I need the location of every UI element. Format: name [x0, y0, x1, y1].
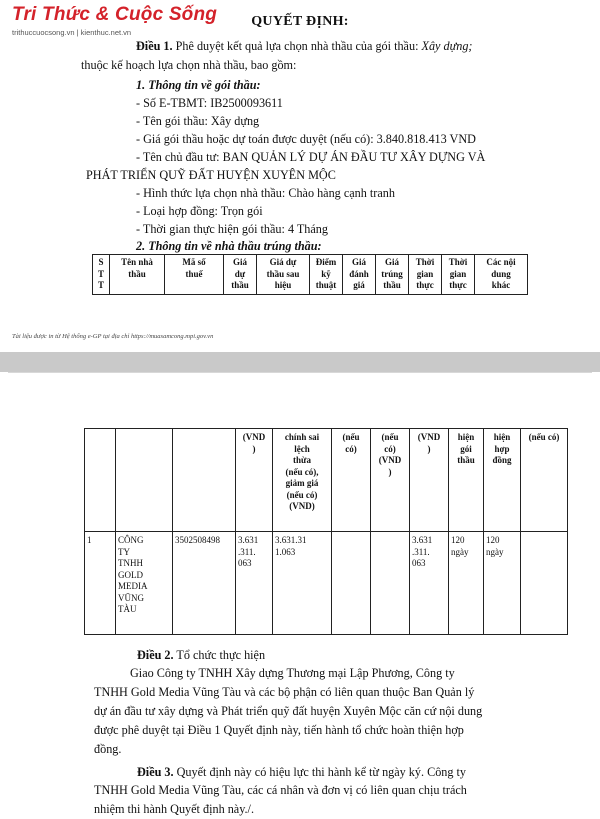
- table-cell-0: 1: [85, 532, 116, 635]
- item-e-tbmt: - Số E-TBMT: IB2500093611: [136, 96, 283, 110]
- dieu2-para-l3: dự án đầu tư xây dựng và Phát triển quỹ đất huyện Xuyên Mộc căn cứ nội dung: [94, 704, 483, 718]
- header-cell-0: [85, 429, 116, 532]
- header-cell-3: (VND ): [236, 429, 273, 532]
- dieu3-para-l3: nhiệm thi hành Quyết định này./.: [94, 802, 254, 816]
- table-cell-2: 3502508498: [173, 532, 236, 635]
- dieu1-package: Xây dựng;: [421, 39, 473, 53]
- table-cell-4: 3.631.31 1.063: [273, 532, 332, 635]
- dieu3-label: Điều 3.: [137, 765, 174, 779]
- dieu2-line: [137, 647, 265, 663]
- header-cell-9: Thời gian thực: [442, 255, 475, 295]
- header-cell-4: Giá dự thầu sau hiệu: [257, 255, 310, 295]
- dieu1-line2: thuộc kế hoạch lựa chọn nhà thầu, bao gồm:: [81, 58, 297, 72]
- dieu2-text: Tổ chức thực hiện: [173, 648, 266, 662]
- header-cell-8: hiện gói thầu: [449, 429, 484, 532]
- header-cell-5: Điểm kỹ thuật: [310, 255, 343, 295]
- header-cell-7: Giá trúng thầu: [376, 255, 409, 295]
- dieu3-line: [137, 764, 466, 780]
- header-cell-2: [173, 429, 236, 532]
- table-cell-7: 3.631 .311. 063: [410, 532, 449, 635]
- dieu3-para-l2: TNHH Gold Media Vũng Tàu, các cá nhân và đơn vị có liên quan chịu trách: [94, 783, 467, 797]
- table-cell-5: [332, 532, 371, 635]
- footer-note: Tài liệu được in từ Hệ thống e-GP tại địa chỉ https://muasamcong.mpi.gov.vn: [12, 333, 214, 340]
- table-header-row: [93, 255, 528, 295]
- dieu2-para-l5: đồng.: [94, 742, 122, 756]
- table-row: [85, 532, 568, 635]
- header-cell-3: Giá dự thầu: [224, 255, 257, 295]
- header-cell-9: hiện hợp đồng: [484, 429, 521, 532]
- bid-table-continued: [84, 428, 568, 635]
- dieu2-para-l2: TNHH Gold Media Vũng Tàu và các bộ phận có liên quan thuộc Ban Quản lý: [94, 685, 475, 699]
- header-cell-8: Thời gian thực: [409, 255, 442, 295]
- table-cell-3: 3.631 .311. 063: [236, 532, 273, 635]
- header-cell-10: Các nội dung khác: [475, 255, 528, 295]
- table-cell-1: CÔNG TY TNHH GOLD MEDIA VŨNG TÀU: [116, 532, 173, 635]
- section1-heading: 1. Thông tin về gói thầu:: [136, 78, 261, 92]
- header-cell-1: [116, 429, 173, 532]
- table-header-row-continued: [85, 429, 568, 532]
- logo-url: trithuccuocsong.vn | kienthuc.net.vn: [12, 28, 132, 37]
- header-cell-5: (nếu có): [332, 429, 371, 532]
- header-cell-0: S T T: [93, 255, 110, 295]
- table-cell-10: [521, 532, 568, 635]
- dieu2-para-l4: được phê duyệt tại Điều 1 Quyết định này, tiến hành tổ chức hoàn thiện hợp: [94, 723, 464, 737]
- section2-heading: 2. Thông tin về nhà thầu trúng thầu:: [136, 239, 322, 253]
- page-title: QUYẾT ĐỊNH:: [251, 14, 349, 29]
- header-cell-10: (nếu có): [521, 429, 568, 532]
- header-cell-6: (nếu có) (VND ): [371, 429, 410, 532]
- header-cell-1: Tên nhà thầu: [110, 255, 165, 295]
- item-investor-cont: PHÁT TRIỂN QUỸ ĐẤT HUYỆN XUYÊN MỘC: [86, 168, 336, 182]
- logo-wordmark: Tri Thức & Cuộc Sống: [12, 4, 218, 25]
- dieu1-line: [136, 38, 472, 54]
- header-cell-2: Mã số thuế: [165, 255, 224, 295]
- document-page-1: [8, 0, 592, 353]
- dieu2-label: Điều 2.: [137, 648, 174, 662]
- table-cell-8: 120 ngày: [449, 532, 484, 635]
- table-cell-6: [371, 532, 410, 635]
- bid-table-header: [92, 254, 528, 295]
- dieu1-label: Điều 1.: [136, 39, 173, 53]
- dieu1-text: Phê duyệt kết quả lựa chọn nhà thầu của gói thầu:: [172, 39, 422, 53]
- item-contract-type: - Loại hợp đồng: Trọn gói: [136, 204, 263, 218]
- header-cell-4: chính sai lệch thừa (nếu có), giảm giá (nếu có) (VND): [273, 429, 332, 532]
- dieu3-text: Quyết định này có hiệu lực thi hành kể từ ngày ký. Công ty: [173, 765, 467, 779]
- table-cell-9: 120 ngày: [484, 532, 521, 635]
- header-cell-7: (VND ): [410, 429, 449, 532]
- item-duration: - Thời gian thực hiện gói thầu: 4 Tháng: [136, 222, 328, 236]
- page-separator: [0, 352, 600, 372]
- item-package-name: - Tên gói thầu: Xây dựng: [136, 114, 260, 128]
- item-selection-method: - Hình thức lựa chọn nhà thầu: Chào hàng cạnh tranh: [136, 186, 395, 200]
- item-package-price: - Giá gói thầu hoặc dự toán được duyệt (nếu có): 3.840.818.413 VND: [136, 132, 476, 146]
- item-investor: - Tên chủ đầu tư: BAN QUẢN LÝ DỰ ÁN ĐẦU TƯ XÂY DỰNG VÀ: [136, 150, 486, 164]
- header-cell-6: Giá đánh giá: [343, 255, 376, 295]
- dieu2-para-l1: Giao Công ty TNHH Xây dựng Thương mại Lập Phương, Công ty: [130, 666, 455, 680]
